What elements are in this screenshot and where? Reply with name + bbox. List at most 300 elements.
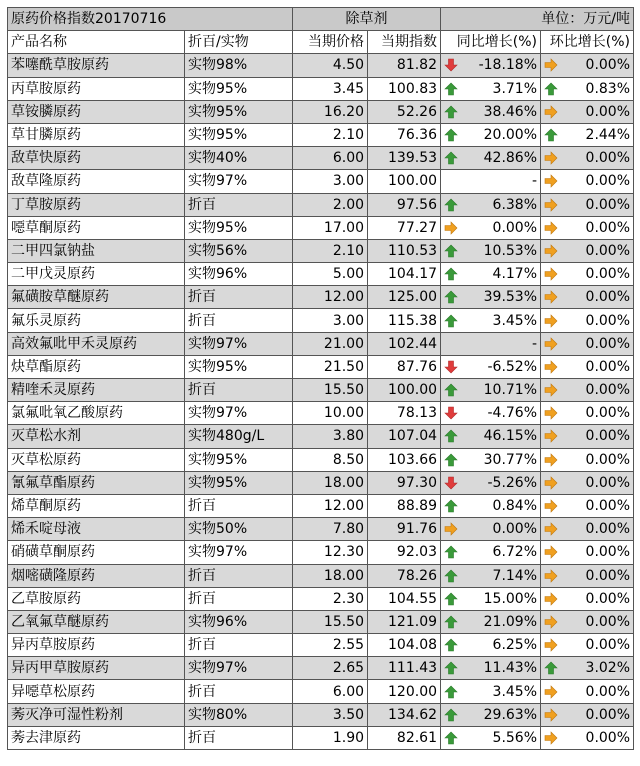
green-up-arrow-icon [544,82,558,96]
green-up-arrow-icon [544,128,558,142]
mom-cell [541,587,634,610]
price-cell: 3.50 [293,703,368,726]
price-index-table [7,7,634,750]
product-name-cell: 噁草酮原药 [8,216,185,239]
header-yoy: 同比增长(%) [441,31,541,54]
yoy-cell-value: 42.86% [483,150,538,167]
green-up-arrow-icon [444,314,458,328]
orange-right-arrow-icon [544,221,558,235]
index-cell: 115.38 [368,309,441,332]
table-row [8,77,634,100]
basis-cell: 实物95% [185,471,293,494]
index-cell: 110.53 [368,239,441,262]
mom-cell-value: 0.83% [585,80,631,97]
green-up-arrow-icon [444,105,458,119]
yoy-cell [441,286,541,309]
yoy-cell [441,587,541,610]
product-name-cell: 莠去津原药 [8,726,185,749]
index-cell: 100.00 [368,170,441,193]
index-cell: 78.13 [368,402,441,425]
table-row [8,193,634,216]
table-row [8,263,634,286]
green-up-arrow-icon [444,685,458,699]
mom-cell-value: 0.00% [585,289,631,306]
orange-right-arrow-icon [544,499,558,513]
red-down-arrow-icon [444,476,458,490]
price-cell: 12.30 [293,541,368,564]
table-row [8,123,634,146]
product-name-cell: 硝磺草酮原药 [8,541,185,564]
product-name-cell: 氯氟吡氧乙酸原药 [8,402,185,425]
product-name-cell: 高效氟吡甲禾灵原药 [8,332,185,355]
table-row [8,332,634,355]
yoy-cell [441,170,541,193]
orange-right-arrow-icon [544,244,558,258]
product-name-cell: 异噁草松原药 [8,680,185,703]
yoy-cell [441,147,541,170]
mom-cell-value: 0.00% [585,521,631,538]
index-cell: 77.27 [368,216,441,239]
price-cell: 2.10 [293,239,368,262]
yoy-cell-value: 0.00% [492,219,538,236]
green-up-arrow-icon [444,453,458,467]
mom-cell [541,100,634,123]
yoy-cell [441,634,541,657]
yoy-cell-value: 3.45% [492,312,538,329]
price-cell: 12.00 [293,286,368,309]
price-cell: 18.00 [293,471,368,494]
mom-cell [541,703,634,726]
table-row [8,703,634,726]
index-cell: 125.00 [368,286,441,309]
basis-cell: 折百 [185,634,293,657]
yoy-cell [441,471,541,494]
index-cell: 134.62 [368,703,441,726]
index-cell: 100.83 [368,77,441,100]
yoy-cell [441,355,541,378]
orange-right-arrow-icon [544,151,558,165]
price-cell: 4.50 [293,54,368,77]
price-cell: 16.20 [293,100,368,123]
yoy-cell-value: 4.17% [492,266,538,283]
yoy-cell-value: 3.71% [492,80,538,97]
basis-cell: 实物40% [185,147,293,170]
table-row [8,541,634,564]
yoy-cell [441,402,541,425]
yoy-cell-value: 7.14% [492,567,538,584]
green-up-arrow-icon [444,569,458,583]
yoy-cell-value: 11.43% [483,660,538,677]
mom-cell [541,657,634,680]
orange-right-arrow-icon [544,314,558,328]
title-bar [8,8,634,31]
mom-cell-value: 0.00% [585,451,631,468]
yoy-cell-value: 6.38% [492,196,538,213]
mom-cell-value: 0.00% [585,474,631,491]
yoy-cell [441,610,541,633]
product-name-cell: 乙草胺原药 [8,587,185,610]
yoy-cell [441,680,541,703]
table-row [8,309,634,332]
yoy-cell-value: 10.53% [483,242,538,259]
price-cell: 15.50 [293,610,368,633]
yoy-cell-value: 10.71% [483,382,538,399]
mom-cell [541,634,634,657]
mom-cell-value: 0.00% [585,150,631,167]
basis-cell: 实物97% [185,170,293,193]
index-cell: 82.61 [368,726,441,749]
price-cell: 21.00 [293,332,368,355]
basis-cell: 实物80% [185,703,293,726]
mom-cell [541,193,634,216]
price-cell: 6.00 [293,147,368,170]
yoy-cell [441,541,541,564]
yoy-cell-value: -6.52% [487,358,538,375]
price-cell: 2.65 [293,657,368,680]
index-cell: 76.36 [368,123,441,146]
green-up-arrow-icon [444,151,458,165]
table-row [8,216,634,239]
orange-right-arrow-icon [544,360,558,374]
orange-right-arrow-icon [544,429,558,443]
basis-cell: 实物97% [185,332,293,355]
mom-cell [541,425,634,448]
table-row [8,100,634,123]
index-cell: 88.89 [368,494,441,517]
mom-cell-value: 0.00% [585,637,631,654]
red-down-arrow-icon [444,360,458,374]
mom-cell [541,286,634,309]
green-up-arrow-icon [544,661,558,675]
table-row [8,494,634,517]
mom-cell-value: 0.00% [585,173,631,190]
table-row [8,147,634,170]
price-cell: 3.00 [293,170,368,193]
basis-cell: 折百 [185,680,293,703]
price-cell: 2.55 [293,634,368,657]
basis-cell: 折百 [185,193,293,216]
price-cell: 3.00 [293,309,368,332]
product-name-cell: 苯噻酰草胺原药 [8,54,185,77]
yoy-cell [441,657,541,680]
price-cell: 6.00 [293,680,368,703]
table-row [8,518,634,541]
price-cell: 3.80 [293,425,368,448]
yoy-cell-value: 6.25% [492,637,538,654]
green-up-arrow-icon [444,198,458,212]
yoy-cell-value: 46.15% [483,428,538,445]
orange-right-arrow-icon [444,522,458,536]
table-row [8,634,634,657]
yoy-cell-value: 0.00% [492,521,538,538]
product-name-cell: 敌草快原药 [8,147,185,170]
price-cell: 2.10 [293,123,368,146]
mom-cell [541,123,634,146]
yoy-cell [441,309,541,332]
orange-right-arrow-icon [544,174,558,188]
basis-cell: 实物480g/L [185,425,293,448]
index-cell: 107.04 [368,425,441,448]
green-up-arrow-icon [444,82,458,96]
basis-cell: 实物95% [185,100,293,123]
green-up-arrow-icon [444,545,458,559]
green-up-arrow-icon [444,429,458,443]
mom-cell-value: 0.00% [585,683,631,700]
mom-cell-value: 0.00% [585,729,631,746]
product-name-cell: 异丙草胺原药 [8,634,185,657]
yoy-cell [441,425,541,448]
index-cell: 120.00 [368,680,441,703]
index-cell: 97.30 [368,471,441,494]
yoy-cell-value: - [531,173,538,190]
product-name-cell: 灭草松原药 [8,448,185,471]
orange-right-arrow-icon [544,406,558,420]
product-name-cell: 草甘膦原药 [8,123,185,146]
basis-cell: 折百 [185,587,293,610]
category-title: 除草剂 [293,8,441,31]
basis-cell: 实物97% [185,657,293,680]
basis-cell: 折百 [185,286,293,309]
product-name-cell: 异丙甲草胺原药 [8,657,185,680]
orange-right-arrow-icon [544,383,558,397]
mom-cell [541,726,634,749]
orange-right-arrow-icon [544,476,558,490]
yoy-cell-value: -5.26% [487,474,538,491]
mom-cell [541,564,634,587]
index-cell: 52.26 [368,100,441,123]
mom-cell-value: 2.44% [585,127,631,144]
mom-cell-value: 0.00% [585,196,631,213]
yoy-cell [441,448,541,471]
mom-cell-value: 0.00% [585,613,631,630]
basis-cell: 实物97% [185,541,293,564]
mom-cell [541,448,634,471]
product-name-cell: 烯禾啶母液 [8,518,185,541]
price-cell: 8.50 [293,448,368,471]
yoy-cell-value: 21.09% [483,613,538,630]
yoy-cell-value: 30.77% [483,451,538,468]
table-row [8,657,634,680]
header-product-name: 产品名称 [8,31,185,54]
yoy-cell [441,379,541,402]
product-name-cell: 乙氧氟草醚原药 [8,610,185,633]
price-cell: 3.45 [293,77,368,100]
green-up-arrow-icon [444,708,458,722]
orange-right-arrow-icon [544,592,558,606]
mom-cell [541,77,634,100]
table-row [8,355,634,378]
yoy-cell [441,216,541,239]
header-mom: 环比增长(%) [541,31,634,54]
yoy-cell [441,77,541,100]
index-cell: 104.17 [368,263,441,286]
product-name-cell: 氟乐灵原药 [8,309,185,332]
index-cell: 102.44 [368,332,441,355]
mom-cell-value: 0.00% [585,428,631,445]
green-up-arrow-icon [444,128,458,142]
header-price: 当期价格 [293,31,368,54]
index-cell: 81.82 [368,54,441,77]
product-name-cell: 丙草胺原药 [8,77,185,100]
price-cell: 17.00 [293,216,368,239]
green-up-arrow-icon [444,731,458,745]
yoy-cell [441,100,541,123]
product-name-cell: 二甲四氯钠盐 [8,239,185,262]
index-cell: 104.55 [368,587,441,610]
orange-right-arrow-icon [444,221,458,235]
green-up-arrow-icon [444,244,458,258]
orange-right-arrow-icon [544,453,558,467]
table-row [8,170,634,193]
index-cell: 78.26 [368,564,441,587]
mom-cell-value: 0.00% [585,405,631,422]
yoy-cell [441,564,541,587]
table-row [8,286,634,309]
table-row [8,471,634,494]
price-cell: 21.50 [293,355,368,378]
mom-cell [541,541,634,564]
green-up-arrow-icon [444,661,458,675]
yoy-cell [441,54,541,77]
yoy-cell-value: - [531,335,538,352]
basis-cell: 折百 [185,564,293,587]
red-down-arrow-icon [444,406,458,420]
yoy-cell-value: 20.00% [483,127,538,144]
basis-cell: 折百 [185,309,293,332]
orange-right-arrow-icon [544,708,558,722]
orange-right-arrow-icon [544,105,558,119]
basis-cell: 折百 [185,726,293,749]
yoy-cell-value: 38.46% [483,103,538,120]
product-name-cell: 精喹禾灵原药 [8,379,185,402]
table-row [8,564,634,587]
mom-cell-value: 0.00% [585,590,631,607]
mom-cell [541,239,634,262]
table-row [8,610,634,633]
yoy-cell-value: 15.00% [483,590,538,607]
header-index: 当期指数 [368,31,441,54]
basis-cell: 实物95% [185,216,293,239]
green-up-arrow-icon [444,615,458,629]
mom-cell-value: 3.02% [585,660,631,677]
index-cell: 139.53 [368,147,441,170]
index-cell: 100.00 [368,379,441,402]
yoy-cell [441,239,541,262]
price-index-sheet [7,7,633,750]
table-row [8,379,634,402]
orange-right-arrow-icon [544,731,558,745]
basis-cell: 实物95% [185,77,293,100]
product-name-cell: 丁草胺原药 [8,193,185,216]
product-name-cell: 烟嘧磺隆原药 [8,564,185,587]
mom-cell [541,680,634,703]
yoy-cell [441,518,541,541]
product-name-cell: 二甲戊灵原药 [8,263,185,286]
yoy-cell-value: -4.76% [487,405,538,422]
product-name-cell: 烯草酮原药 [8,494,185,517]
green-up-arrow-icon [444,383,458,397]
green-up-arrow-icon [444,290,458,304]
mom-cell [541,379,634,402]
table-row [8,726,634,749]
green-up-arrow-icon [444,592,458,606]
orange-right-arrow-icon [544,569,558,583]
price-cell: 5.00 [293,263,368,286]
index-cell: 111.43 [368,657,441,680]
price-cell: 12.00 [293,494,368,517]
mom-cell-value: 0.00% [585,242,631,259]
mom-cell-value: 0.00% [585,498,631,515]
product-name-cell: 氰氟草酯原药 [8,471,185,494]
mom-cell [541,332,634,355]
orange-right-arrow-icon [544,267,558,281]
product-name-cell: 敌草隆原药 [8,170,185,193]
table-row [8,680,634,703]
product-name-cell: 炔草酯原药 [8,355,185,378]
index-cell: 91.76 [368,518,441,541]
index-cell: 87.76 [368,355,441,378]
green-up-arrow-icon [444,267,458,281]
price-cell: 2.30 [293,587,368,610]
yoy-cell [441,494,541,517]
mom-cell [541,170,634,193]
mom-cell-value: 0.00% [585,382,631,399]
price-cell: 1.90 [293,726,368,749]
mom-cell [541,494,634,517]
basis-cell: 折百 [185,494,293,517]
orange-right-arrow-icon [544,615,558,629]
mom-cell [541,147,634,170]
mom-cell [541,471,634,494]
mom-cell [541,355,634,378]
table-row [8,402,634,425]
yoy-cell-value: -18.18% [478,57,538,74]
yoy-cell-value: 0.84% [492,498,538,515]
yoy-cell-value: 29.63% [483,706,538,723]
price-cell: 2.00 [293,193,368,216]
yoy-cell [441,263,541,286]
sheet-title: 原药价格指数20170716 [8,8,293,31]
product-name-cell: 灭草松水剂 [8,425,185,448]
yoy-cell [441,193,541,216]
basis-cell: 实物97% [185,402,293,425]
green-up-arrow-icon [444,499,458,513]
mom-cell [541,402,634,425]
mom-cell-value: 0.00% [585,335,631,352]
yoy-cell [441,123,541,146]
product-name-cell: 氟磺胺草醚原药 [8,286,185,309]
mom-cell [541,54,634,77]
basis-cell: 实物95% [185,355,293,378]
price-cell: 18.00 [293,564,368,587]
yoy-cell-value: 6.72% [492,544,538,561]
index-cell: 104.08 [368,634,441,657]
mom-cell-value: 0.00% [585,103,631,120]
basis-cell: 实物96% [185,263,293,286]
yoy-cell [441,726,541,749]
table-row [8,448,634,471]
basis-cell: 实物95% [185,123,293,146]
header-row [8,31,634,54]
orange-right-arrow-icon [544,685,558,699]
yoy-cell-value: 3.45% [492,683,538,700]
orange-right-arrow-icon [544,545,558,559]
mom-cell [541,216,634,239]
product-name-cell: 草铵膦原药 [8,100,185,123]
mom-cell-value: 0.00% [585,567,631,584]
mom-cell-value: 0.00% [585,312,631,329]
yoy-cell [441,332,541,355]
